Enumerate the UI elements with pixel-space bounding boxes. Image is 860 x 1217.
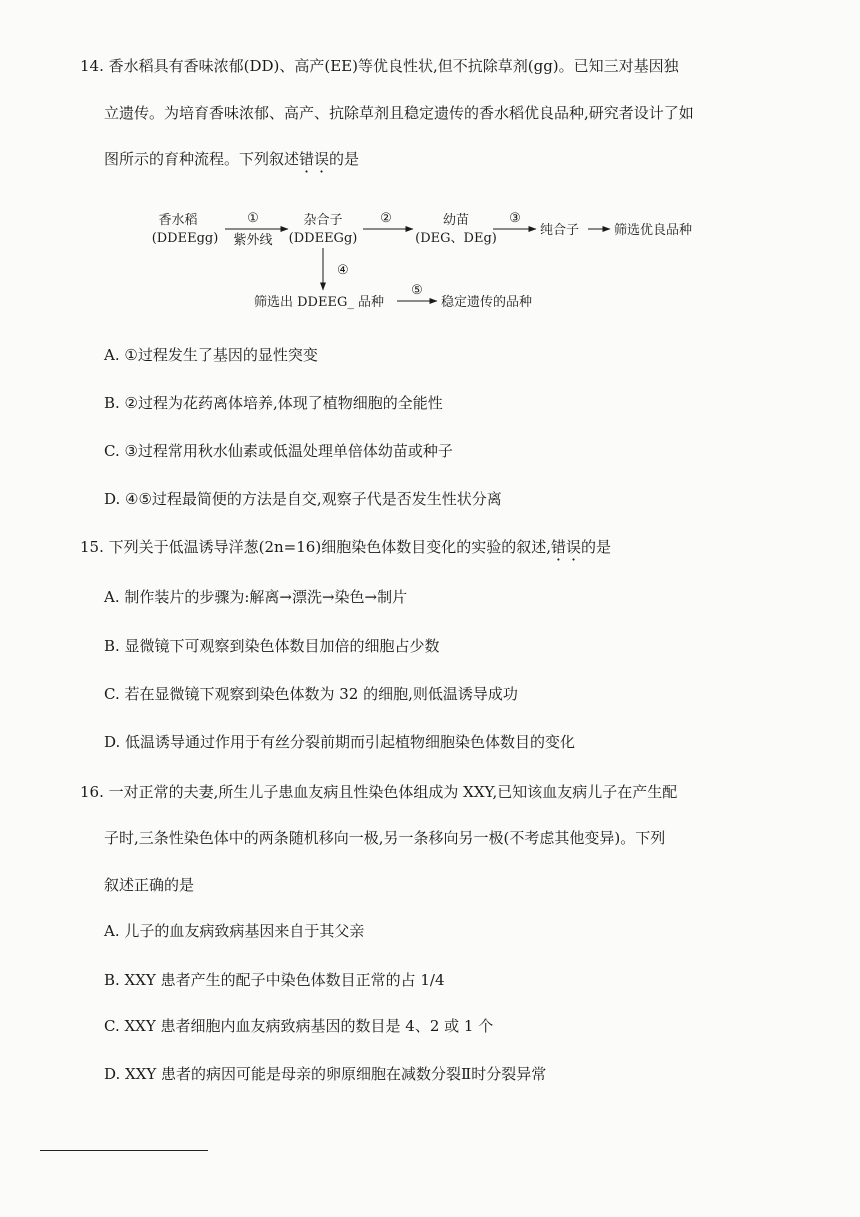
node-hybrid: 杂合子 <box>303 213 343 228</box>
q14-stem-line-2: 立遗传。为培育香味浓郁、高产、抗除草剂且稳定遗传的香水稻优良品种,研究者设计了如 <box>104 104 694 122</box>
q15-stem <box>80 536 611 557</box>
q14-stem-line-3 <box>104 148 359 169</box>
q14-stem-line-1: 14. 香水稻具有香味浓郁(DD)、高产(EE)等优良性状,但不抗除草剂(gg)。已知三对基因独 <box>80 57 679 75</box>
q16-option-c: C. XXY 患者细胞内血友病致病基因的数目是 4、2 或 1 个 <box>104 1017 494 1035</box>
emphasis-char: 误 <box>314 150 330 168</box>
q14-option-c: C. ③过程常用秋水仙素或低温处理单倍体幼苗或种子 <box>104 442 453 460</box>
node-homozygote: 纯合子 <box>540 223 580 238</box>
q14-option-b: B. ②过程为花药离体培养,体现了植物细胞的全能性 <box>104 394 443 412</box>
emphasis-char: 错 <box>299 150 315 168</box>
q15-option-d: D. 低温诱导通过作用于有丝分裂前期而引起植物细胞染色体数目的变化 <box>104 733 576 751</box>
step-1-label: ① <box>247 211 259 226</box>
node-seedling: 幼苗 <box>442 213 470 228</box>
step-5-label: ⑤ <box>411 283 423 298</box>
footnote-rule <box>40 1150 208 1151</box>
q14-option-a: A. ①过程发生了基因的显性突变 <box>104 346 318 364</box>
q16-option-a: A. 儿子的血友病致病基因来自于其父亲 <box>104 922 365 940</box>
node-xiangshuidao-genotype: (DDEEgg) <box>151 231 219 246</box>
node-select-ddeeg: 筛选出 DDEEG_ 品种 <box>254 295 384 310</box>
q16-stem-line-3: 叙述正确的是 <box>104 876 195 894</box>
q16-stem-line-1: 16. 一对正常的夫妻,所生儿子患血友病且性染色体组成为 XXY,已知该血友病儿子在产生配 <box>80 783 678 801</box>
q15-option-b: B. 显微镜下可观察到染色体数目加倍的细胞占少数 <box>104 637 440 655</box>
node-stable-variety: 稳定遗传的品种 <box>441 295 533 310</box>
emphasis-char: 误 <box>565 538 581 556</box>
q14-stem-text: 的是 <box>329 150 360 168</box>
step-1-sublabel: 紫外线 <box>233 233 273 248</box>
q16-option-d: D. XXY 患者的病因可能是母亲的卵原细胞在减数分裂Ⅱ时分裂异常 <box>104 1065 547 1083</box>
q14-option-d: D. ④⑤过程最简便的方法是自交,观察子代是否发生性状分离 <box>104 490 502 508</box>
node-hybrid-genotype: (DDEEGg) <box>288 231 358 246</box>
q15-stem-text: 15. 下列关于低温诱导洋葱(2n=16)细胞染色体数目变化的实验的叙述, <box>80 538 551 556</box>
q15-stem-text: 的是 <box>581 538 612 556</box>
node-seedling-genotype: (DEG、DEg) <box>415 231 497 246</box>
q16-stem-line-2: 子时,三条性染色体中的两条随机移向一极,另一条移向另一极(不考虑其他变异)。下列 <box>104 829 666 847</box>
q15-option-c: C. 若在显微镜下观察到染色体数为 32 的细胞,则低温诱导成功 <box>104 685 518 703</box>
emphasis-char: 错 <box>550 538 566 556</box>
node-select-variety: 筛选优良品种 <box>614 223 693 238</box>
step-2-label: ② <box>380 211 392 226</box>
node-xiangshuidao: 香水稻 <box>158 213 198 228</box>
q16-option-b: B. XXY 患者产生的配子中染色体数目正常的占 1/4 <box>104 971 445 989</box>
step-4-label: ④ <box>337 263 349 278</box>
q15-option-a: A. 制作装片的步骤为:解离→漂洗→染色→制片 <box>104 588 408 606</box>
step-3-label: ③ <box>509 211 521 226</box>
q14-stem-text: 图所示的育种流程。下列叙述 <box>104 150 300 168</box>
